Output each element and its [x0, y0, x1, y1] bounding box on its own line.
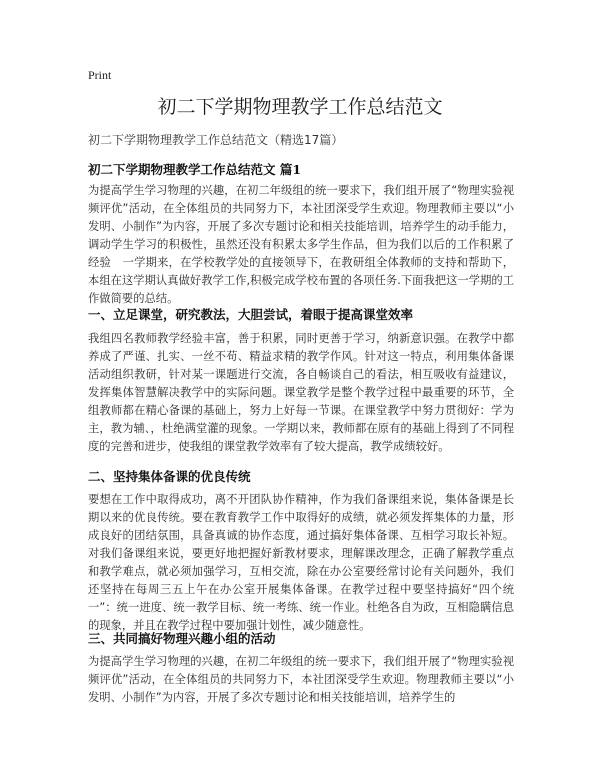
intro-paragraph: 为提高学生学习物理的兴趣，在初二年级组的统一要求下，我们组开展了“物理实验视频评优”活动，在全体组员的共同努力下，本社团深受学生欢迎。物理教师主要以“小发明、小制作”为内容，开展了多次专题讨论和相关技能培训，培养学生的动手能力，调动学生学习的积极性，虽然还没有积累太多学生作品，但为我们以后的工作积累了经验 一学期来，在学校教学处的直接领导下，在教研组全体教师的支持和帮助下，本组在这学期认真做好教学工作,积极完成学校布置的各项任务.下面我把这一学期的工作做简要的总结。 — [88, 184, 514, 305]
section-heading-2: 二、坚持集体备课的优良传统 — [88, 469, 251, 484]
section-paragraph-3: 为提高学生学习物理的兴趣，在初二年级组的统一要求下，我们组开展了“物理实验视频评优”活动，在全体组员的共同努力下，本社团深受学生欢迎。物理教师主要以“小发明、小制作”为内容，开展了多次专题讨论和相关技能培训，培养学生的 — [88, 655, 514, 704]
section-heading-3: 三、共同搞好物理兴趣小组的活动 — [88, 631, 276, 646]
print-link[interactable]: Print — [88, 68, 112, 82]
section-paragraph-2: 要想在工作中取得成功，离不开团队协作精神，作为我们备课组来说，集体备课是长期以来的优良传统。要在教育教学工作中取得好的成绩，就必须发挥集体的力量，形成良好的团结氛围，具备真诚的协作态度，通过搞好集体备课、互相学习取长补短。对我们备课组来说，要更好地把握好新教材要求，理解课改理念，正确了解教学重点和教学难点，就必须加强学习，互相交流，除在办公室要经常讨论有关问题外，我们还坚持在每周三五上午在办公室开展集体备课。在教学过程中要坚持搞好“四个统一”：统一进度、统一教学目标、统一考练、统一作业。杜绝各自为政，互相隐瞒信息的现象，并且在教学过程中要加强计划性，减少随意性。 — [88, 493, 514, 632]
piece-heading: 初二下学期物理教学工作总结范文 篇1 — [88, 162, 302, 177]
document-title: 初二下学期物理教学工作总结范文 — [157, 96, 443, 118]
section-heading-1: 一、立足课堂，研究教法，大胆尝试，着眼于提高课堂效率 — [88, 307, 414, 322]
document-subtitle: 初二下学期物理教学工作总结范文（精选17篇） — [88, 133, 344, 147]
section-paragraph-1: 我组四名教师教学经验丰富，善于积累，同时更善于学习，纳新意识强。在教学中都养成了严谨、扎实、一丝不苟、精益求精的教学作风。针对这一特点，利用集体备课活动组织教研，针对某一课题进行交流，各自畅谈自己的看法，相互吸收有益建议，发挥集体智慧解决教学中的实际问题。课堂教学是整个教学过程中最重要的环节，全组教师都在精心备课的基础上，努力上好每一节课。在课堂教学中努力贯彻好：学为主，教为辅、，杜绝满堂灌的现象。一学期以来，教师都在原有的基础上得到了不同程度的完善和进步，使我组的课堂教学效率有了较大提高，教学成绩较好。 — [88, 332, 514, 453]
